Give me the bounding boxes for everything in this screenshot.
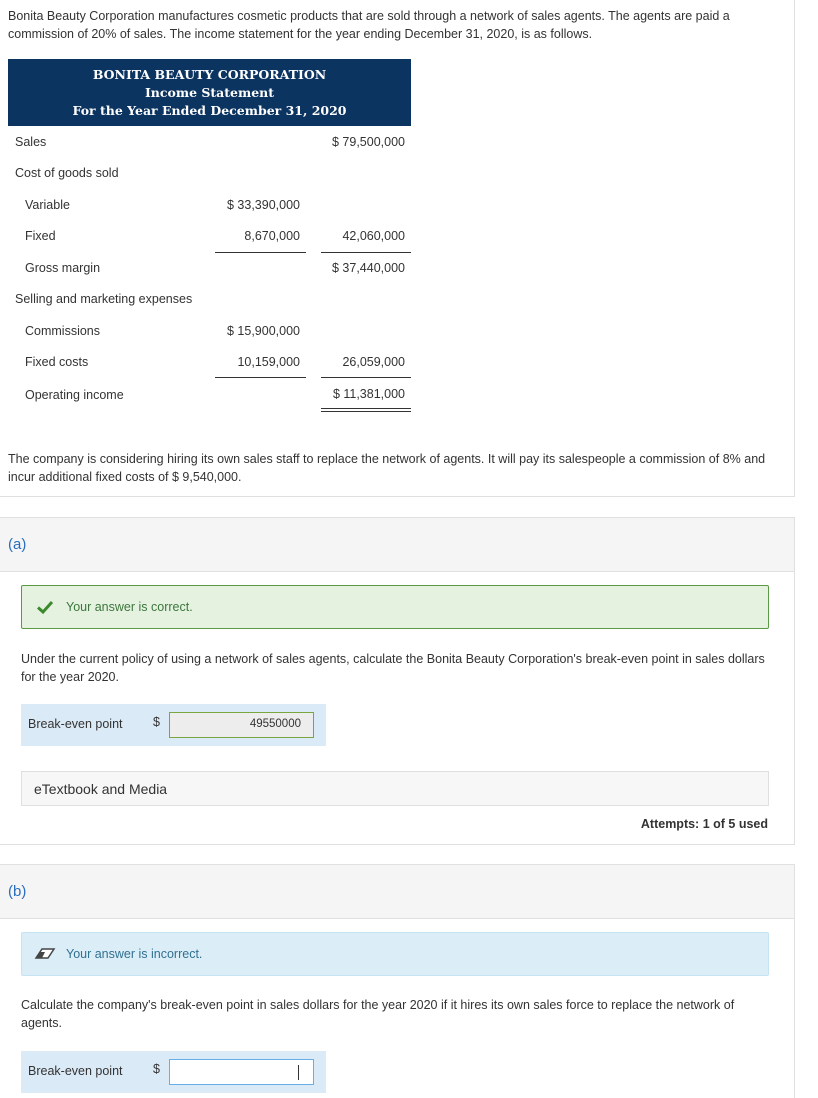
- part-b-question: Calculate the company's break-even point in sales dollars for the year 2020 if it hires its own sales force to replace the network of agents.: [21, 998, 735, 1030]
- operating-income-label: Operating income: [25, 388, 124, 402]
- text-cursor: [298, 1065, 299, 1080]
- answer-row: [21, 704, 326, 746]
- cogs-total: 42,060,000: [342, 229, 405, 243]
- part-b-letter: (b): [8, 883, 27, 900]
- checkmark-icon: [36, 598, 54, 616]
- part-b-header: [0, 865, 794, 919]
- problem-statement: [0, 0, 795, 497]
- company-name: BONITA BEAUTY CORPORATION: [92, 67, 327, 82]
- commissions-value: $ 15,900,000: [227, 324, 300, 338]
- scenario-text: The company is considering hiring its own sales staff to replace the network of agents. It will pay its salespeople a commission of 8% and incur additional fixed costs of $ 9,540,000.: [8, 452, 766, 484]
- break-even-input[interactable]: [169, 712, 314, 738]
- correct-feedback: [21, 585, 769, 629]
- input-value: 49550000: [249, 718, 301, 730]
- sales-value: $ 79,500,000: [332, 135, 405, 149]
- gross-margin-label: Gross margin: [25, 261, 101, 275]
- part-a-letter: (a): [8, 536, 27, 553]
- currency-symbol: $: [153, 1062, 160, 1076]
- attempts-counter: Attempts: 1 of 5 used: [640, 817, 768, 831]
- part-a-question: Under the current policy of using a network of sales agents, calculate the Bonita Beauty Corporation's break-even point in sales dollars for the year 2020.: [21, 652, 765, 684]
- underline: [215, 377, 306, 378]
- underline: [215, 252, 306, 253]
- etextbook-label: eTextbook and Media: [34, 781, 168, 797]
- eraser-icon: [34, 945, 56, 963]
- currency-symbol: $: [153, 715, 160, 729]
- gross-margin-value: $ 37,440,000: [332, 261, 405, 275]
- break-even-label: Break-even point: [28, 717, 123, 731]
- variable-value: $ 33,390,000: [227, 198, 300, 212]
- double-underline: [321, 408, 411, 409]
- intro-text: Bonita Beauty Corporation manufactures cosmetic products that are sold through a network of sales agents. The agents are paid a commission of 20% of sales. The income statement for the year ending December 31, 2020, is as follows.: [8, 9, 730, 41]
- double-underline: [321, 411, 411, 412]
- statement-period: For the Year Ended December 31, 2020: [72, 103, 347, 118]
- incorrect-feedback: [21, 932, 769, 976]
- fixed-costs-label: Fixed costs: [25, 355, 89, 369]
- part-a-header: [0, 518, 794, 572]
- commissions-label: Commissions: [25, 324, 101, 338]
- answer-row: [21, 1051, 326, 1093]
- variable-label: Variable: [25, 198, 70, 212]
- operating-income-value: $ 11,381,000: [332, 387, 405, 401]
- fixed-value: 8,670,000: [244, 229, 300, 243]
- underline: [321, 252, 411, 253]
- sales-label: Sales: [15, 135, 47, 149]
- cogs-label: Cost of goods sold: [15, 166, 119, 180]
- fixed-costs-value: 10,159,000: [237, 355, 300, 369]
- feedback-text: Your answer is incorrect.: [66, 947, 203, 961]
- feedback-text: Your answer is correct.: [66, 600, 193, 614]
- etextbook-media-button[interactable]: [21, 771, 769, 806]
- fixed-label: Fixed: [25, 229, 56, 243]
- statement-title: Income Statement: [144, 85, 275, 100]
- underline: [321, 377, 411, 378]
- part-a-panel: [0, 517, 795, 845]
- part-b-panel: [0, 864, 795, 1098]
- income-statement-header: [8, 59, 411, 126]
- selling-label: Selling and marketing expenses: [15, 292, 193, 306]
- break-even-input[interactable]: [169, 1059, 314, 1085]
- break-even-label: Break-even point: [28, 1064, 123, 1078]
- selling-total: 26,059,000: [342, 355, 405, 369]
